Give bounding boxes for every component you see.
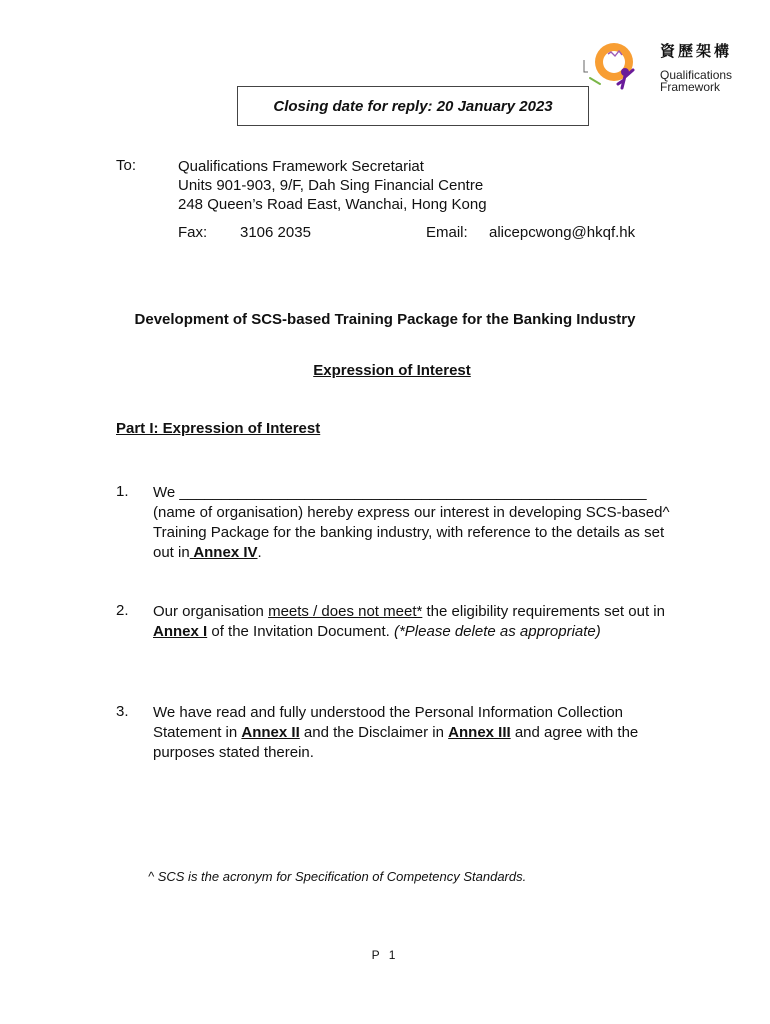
page-number: P 1: [371, 948, 399, 962]
list-item: [153, 703, 673, 763]
item-text: .: [257, 544, 262, 561]
annex-ii-reference: Annex II: [241, 724, 300, 741]
logo-english-line2: Framework: [660, 80, 721, 94]
document-subtitle: Expression of Interest: [313, 362, 471, 379]
logo-english-text: [660, 69, 732, 93]
email-label: Email:: [426, 224, 468, 241]
organisation-name-blank[interactable]: ________________________________________________________: [179, 484, 647, 501]
item-number: 3.: [116, 703, 129, 720]
eligibility-choice[interactable]: meets / does not meet*: [268, 603, 423, 620]
annex-iv-reference: Annex IV: [189, 544, 258, 561]
logo-chinese-text: 資歷架構: [660, 43, 733, 60]
annex-i-reference: Annex I: [153, 623, 208, 640]
address-block: [178, 157, 487, 214]
list-item: [153, 602, 673, 642]
item-text: We have read and fully understood the Personal Information Collection Statement in: [153, 704, 624, 741]
item-text: We: [153, 484, 180, 501]
qf-logo: [578, 38, 748, 98]
address-line: Units 901-903, 9/F, Dah Sing Financial Centre: [178, 177, 484, 194]
item-text: the eligibility requirements set out in: [422, 603, 665, 620]
item-text: Our organisation: [153, 603, 269, 620]
closing-date-box: [237, 86, 589, 126]
logo-english-line1: Qualifications: [660, 68, 733, 82]
item-number: 2.: [116, 602, 129, 619]
item-number: 1.: [116, 483, 129, 500]
list-item: [153, 483, 673, 563]
part-title: Part I: Expression of Interest: [116, 420, 321, 437]
item-text: and the Disclaimer in: [299, 724, 449, 741]
fax-number: 3106 2035: [240, 224, 311, 241]
fax-label: Fax:: [178, 224, 208, 241]
item-text: and agree with the purposes stated therein.: [153, 724, 639, 761]
item-text: (name of organisation) hereby express our interest in developing SCS-based^ Training Package for the banking industry, with reference to the details as set out in: [153, 504, 670, 561]
closing-date-text: Closing date for reply: 20 January 2023: [273, 97, 553, 115]
annex-iii-reference: Annex III: [448, 724, 511, 741]
address-line: 248 Queen’s Road East, Wanchai, Hong Kong: [178, 196, 487, 213]
footnote: ^ SCS is the acronym for Specification of Competency Standards.: [148, 869, 527, 884]
item-text: of the Invitation Document.: [207, 623, 394, 640]
document-title: Development of SCS-based Training Package for the Banking Industry: [134, 311, 636, 328]
email-address: alicepcwong@hkqf.hk: [489, 224, 636, 241]
address-line: Qualifications Framework Secretariat: [178, 158, 424, 175]
to-label: To:: [116, 157, 137, 174]
delete-note: (*Please delete as appropriate): [393, 623, 601, 640]
